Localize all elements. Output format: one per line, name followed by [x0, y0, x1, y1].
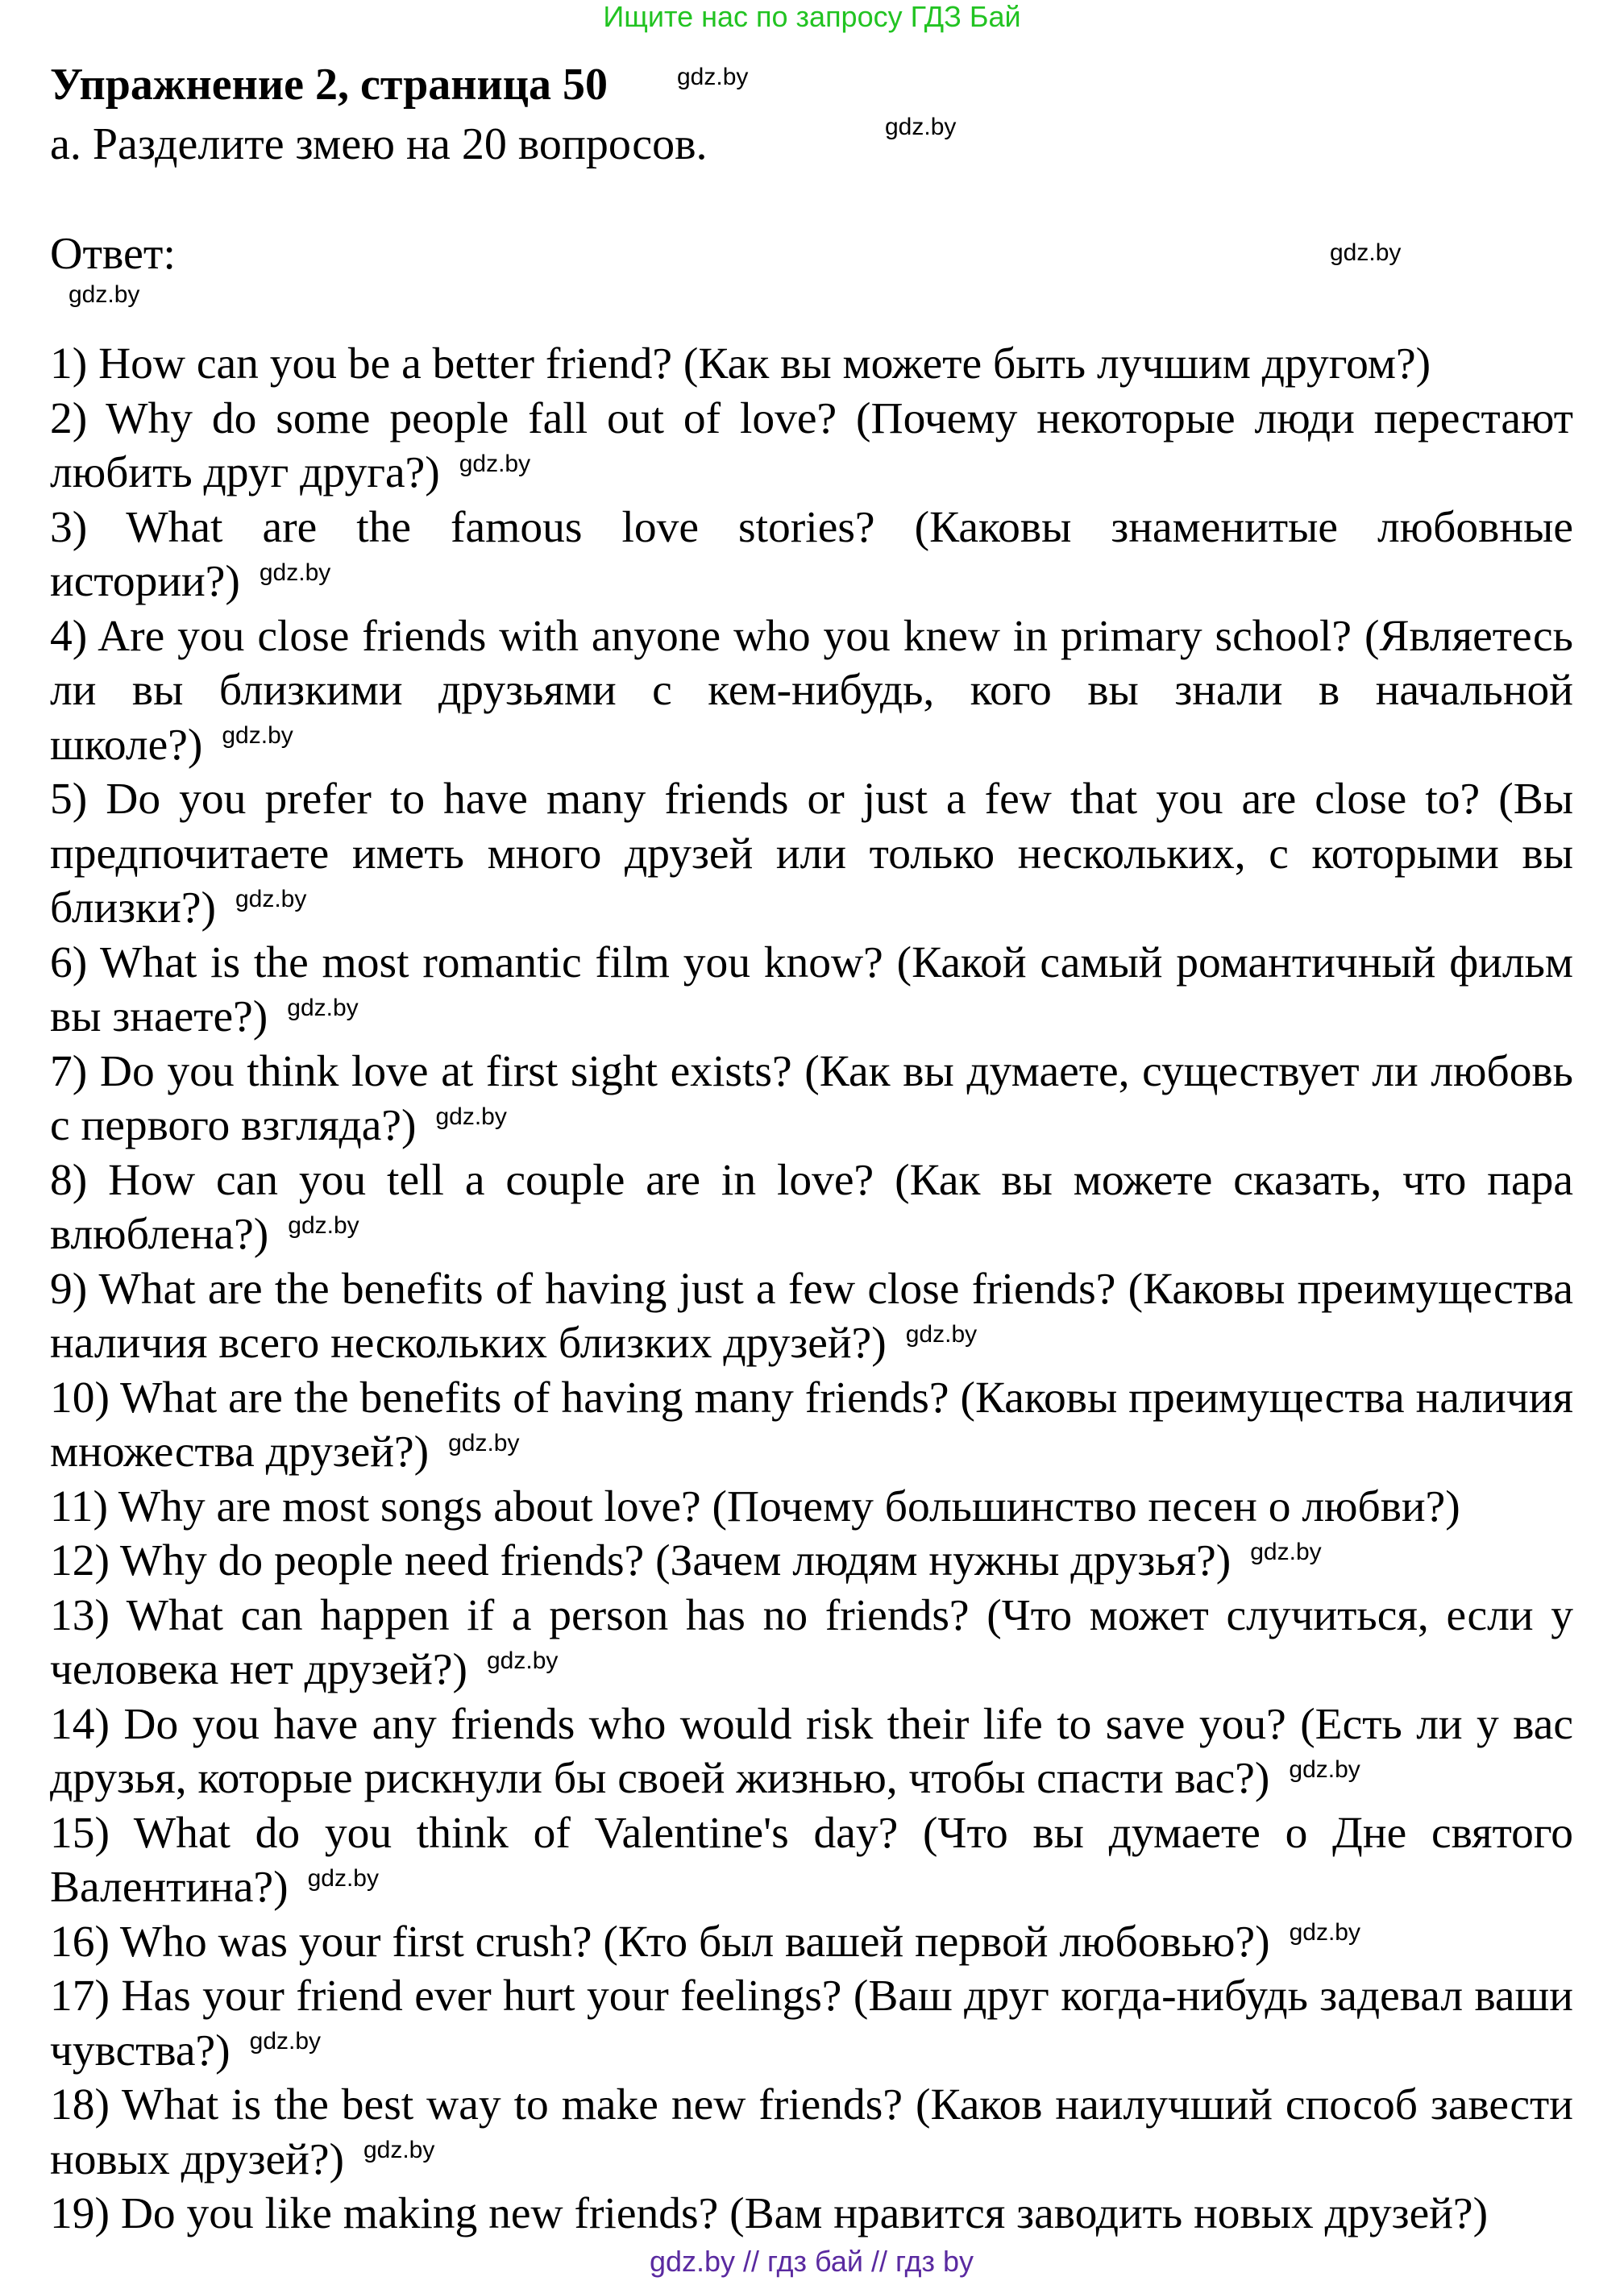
- page-title: Упражнение 2, страница 50: [50, 60, 608, 110]
- question-text: 18) What is the best way to make new friends? (Каков наилучший способ завести новых друзей?): [50, 2080, 1573, 2184]
- question-text: 3) What are the famous love stories? (Каковы знаменитые любовные истории?): [50, 502, 1573, 606]
- watermark: gdz.by: [307, 1864, 379, 1892]
- question-text: 2) Why do some people fall out of love? (Почему некоторые люди перестают любить друг друга?): [50, 393, 1573, 497]
- watermark: gdz.by: [363, 2137, 435, 2163]
- question-item: [50, 772, 1573, 936]
- question-item: [50, 501, 1573, 609]
- question-item: [50, 1262, 1573, 1371]
- watermark: gdz.by: [235, 885, 307, 912]
- watermark: gdz.by: [435, 1103, 507, 1130]
- question-item: [50, 1045, 1573, 1153]
- question-item: [50, 2078, 1573, 2187]
- question-item: [50, 1806, 1573, 1915]
- question-text: 19) Do you like making new friends? (Вам нравится заводить новых друзей?): [50, 2189, 1489, 2238]
- question-text: 13) What can happen if a person has no friends? (Что может случиться, если у человека нет друзей?): [50, 1590, 1573, 1694]
- watermark: gdz.by: [486, 1647, 559, 1674]
- watermark: gdz.by: [249, 2028, 322, 2055]
- question-text: 8) How can you tell a couple are in love? (Как вы можете сказать, что пара влюблена?): [50, 1155, 1573, 1259]
- watermark: gdz.by: [288, 1211, 359, 1239]
- watermark: gdz.by: [69, 281, 140, 308]
- questions-list: [50, 337, 1573, 2242]
- task-text: а. Разделите змею на 20 вопросов.: [50, 119, 708, 169]
- question-item: [50, 1534, 1573, 1589]
- watermark: gdz.by: [1289, 1919, 1360, 1946]
- question-item: [50, 2187, 1573, 2242]
- footer-links[interactable]: gdz.by // гдз бай // гдз by: [649, 2244, 974, 2278]
- watermark: gdz.by: [459, 450, 531, 477]
- watermark: gdz.by: [259, 559, 331, 586]
- watermark: gdz.by: [677, 64, 749, 90]
- watermark: gdz.by: [905, 1320, 978, 1348]
- content-flow: [50, 337, 1573, 2279]
- watermark: gdz.by: [448, 1429, 520, 1456]
- question-text: 17) Has your friend ever hurt your feelings? (Ваш друг когда-нибудь задевал ваши чувства?): [50, 1971, 1573, 2075]
- question-text: 12) Why do people need friends? (Зачем людям нужны друзья?): [50, 1536, 1231, 1585]
- question-item: [50, 1589, 1573, 1697]
- question-item: [50, 936, 1573, 1045]
- question-item: [50, 609, 1573, 773]
- question-item: [50, 1153, 1573, 1262]
- watermark: gdz.by: [1250, 1538, 1322, 1565]
- question-text: 4) Are you close friends with anyone who you knew in primary school? (Являетесь ли вы близкими друзьями с кем-нибудь, кого вы знали в начальной школе?): [50, 611, 1573, 770]
- question-text: 5) Do you prefer to have many friends or just a few that you are close to? (Вы предпочитаете иметь много друзей или только нескольких, с которыми вы близки?): [50, 775, 1573, 933]
- question-item: [50, 392, 1573, 501]
- question-text: 15) What do you think of Valentine's day? (Что вы думаете о Дне святого Валентина?): [50, 1808, 1573, 1912]
- question-item: [50, 1371, 1573, 1480]
- watermark: gdz.by: [222, 722, 293, 749]
- watermark: gdz.by: [287, 994, 359, 1021]
- question-text: 16) Who was your first crush? (Кто был вашей первой любовью?): [50, 1917, 1270, 1967]
- question-item: [50, 337, 1573, 392]
- answer-label: Ответ:: [50, 229, 176, 279]
- watermark: gdz.by: [1289, 1755, 1360, 1783]
- question-item: [50, 1969, 1573, 2078]
- question-text: 11) Why are most songs about love? (Почему большинство песен о любви?): [50, 1481, 1460, 1531]
- question-text: 1) How can you be a better friend? (Как вы можете быть лучшим другом?): [50, 339, 1431, 388]
- watermark: gdz.by: [885, 114, 957, 140]
- question-item: [50, 1915, 1573, 1970]
- watermark: gdz.by: [1330, 239, 1402, 266]
- search-banner[interactable]: Ищите нас по запросу ГДЗ Бай: [603, 0, 1021, 33]
- question-text: 10) What are the benefits of having many friends? (Каковы преимущества наличия множества друзей?): [50, 1373, 1573, 1477]
- question-text: 7) Do you think love at first sight exists? (Как вы думаете, существует ли любовь с первого взгляда?): [50, 1046, 1573, 1150]
- question-item: [50, 1480, 1573, 1535]
- question-item: [50, 1697, 1573, 1806]
- question-text: 9) What are the benefits of having just a few close friends? (Каковы преимущества наличия всего нескольких близких друзей?): [50, 1264, 1573, 1368]
- question-text: 6) What is the most romantic film you know? (Какой самый романтичный фильм вы знаете?): [50, 937, 1573, 1041]
- question-text: 14) Do you have any friends who would risk their life to save you? (Есть ли у вас друзья, которые рискнули бы своей жизнью, чтобы спасти вас?): [50, 1699, 1573, 1803]
